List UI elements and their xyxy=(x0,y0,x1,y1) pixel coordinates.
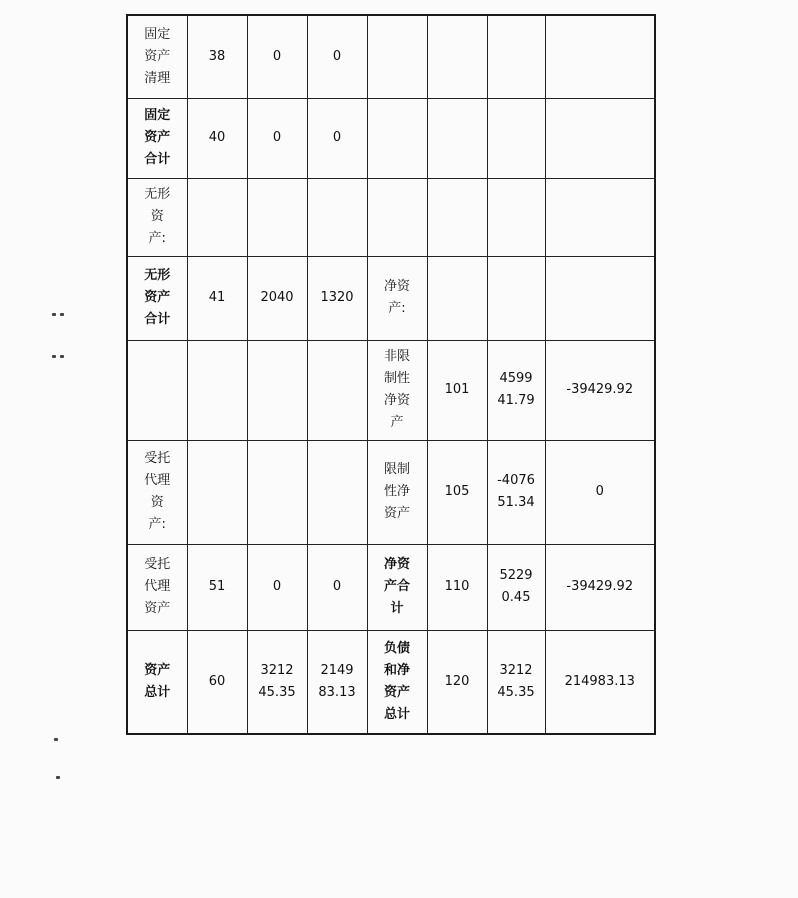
row-number-cell xyxy=(427,440,487,544)
margin-mark xyxy=(52,355,56,358)
margin-mark xyxy=(60,355,64,358)
item-label-text: 净资产合计 xyxy=(383,557,410,616)
amount-cell xyxy=(487,630,545,734)
liability-item-label xyxy=(367,256,427,340)
margin-mark xyxy=(60,313,64,316)
amount-cell xyxy=(545,15,655,98)
amount-cell xyxy=(487,256,545,340)
amount-cell xyxy=(487,340,545,440)
row-number: 41 xyxy=(208,290,226,305)
row-number-cell xyxy=(187,544,247,630)
amount-cell xyxy=(487,544,545,630)
row-number: 40 xyxy=(208,130,226,145)
row-number: 110 xyxy=(444,579,470,594)
liability-item-label xyxy=(367,340,427,440)
table-row xyxy=(127,544,655,630)
table-row xyxy=(127,630,655,734)
amount-cell xyxy=(247,440,307,544)
item-label-text: 净资产: xyxy=(383,279,410,316)
table-row xyxy=(127,256,655,340)
amount-cell xyxy=(545,256,655,340)
amount-value: -407651.34 xyxy=(497,473,535,510)
liability-item-label xyxy=(367,440,427,544)
amount-value: 0 xyxy=(272,130,282,145)
amount-value: 321245.35 xyxy=(258,662,296,700)
table-row xyxy=(127,340,655,440)
item-label-text: 固定资产合计 xyxy=(144,108,171,167)
margin-mark xyxy=(56,776,60,779)
row-number-cell xyxy=(427,340,487,440)
amount-value: 52290.45 xyxy=(499,568,533,605)
row-number: 38 xyxy=(208,48,226,64)
row-number-cell xyxy=(427,630,487,734)
row-number-cell xyxy=(187,630,247,734)
row-number: 60 xyxy=(208,673,226,689)
asset-item-label xyxy=(127,256,187,340)
amount-cell xyxy=(307,98,367,178)
row-number-cell xyxy=(427,256,487,340)
row-number-cell xyxy=(187,178,247,256)
item-label-text: 负债和净资产总计 xyxy=(383,640,410,722)
amount-cell xyxy=(307,544,367,630)
amount-cell xyxy=(487,98,545,178)
amount-value: 321245.35 xyxy=(497,662,535,700)
table-row xyxy=(127,178,655,256)
margin-mark xyxy=(52,313,56,316)
row-number-cell xyxy=(427,544,487,630)
item-label-text: 受托代理资产 xyxy=(144,557,171,616)
row-number-cell xyxy=(427,15,487,98)
amount-cell xyxy=(247,340,307,440)
item-label-text: 限制性净资产 xyxy=(383,462,410,521)
table-row xyxy=(127,15,655,98)
amount-cell xyxy=(487,440,545,544)
amount-cell xyxy=(545,98,655,178)
row-number-cell xyxy=(187,15,247,98)
amount-value: 0 xyxy=(595,484,604,499)
asset-item-label xyxy=(127,15,187,98)
amount-value: 0 xyxy=(332,48,342,64)
amount-value: 0 xyxy=(272,48,282,64)
asset-item-label xyxy=(127,98,187,178)
amount-value: -39429.92 xyxy=(566,382,634,397)
amount-value: 0 xyxy=(272,579,282,594)
liability-item-label xyxy=(367,178,427,256)
row-number-cell xyxy=(427,178,487,256)
amount-cell xyxy=(545,178,655,256)
item-label-text: 资产总计 xyxy=(144,662,171,700)
amount-value: 214983.13 xyxy=(318,662,356,700)
amount-cell xyxy=(545,440,655,544)
asset-item-label xyxy=(127,440,187,544)
item-label-text: 固定资产清理 xyxy=(144,26,171,86)
liability-item-label xyxy=(367,98,427,178)
row-number: 105 xyxy=(444,484,470,499)
amount-cell xyxy=(307,256,367,340)
row-number: 51 xyxy=(208,579,226,594)
amount-cell xyxy=(247,256,307,340)
row-number-cell xyxy=(427,98,487,178)
balance-sheet-fragment xyxy=(126,14,656,735)
liability-item-label xyxy=(367,630,427,734)
liability-item-label xyxy=(367,544,427,630)
amount-value: 2040 xyxy=(260,290,294,305)
amount-cell xyxy=(247,15,307,98)
item-label-text: 受托代理资产: xyxy=(144,451,171,532)
amount-cell xyxy=(545,544,655,630)
amount-cell xyxy=(545,630,655,734)
amount-value: -39429.92 xyxy=(566,579,634,594)
amount-cell xyxy=(487,178,545,256)
amount-cell xyxy=(307,178,367,256)
amount-cell xyxy=(545,340,655,440)
amount-value: 1320 xyxy=(320,290,354,305)
row-number-cell xyxy=(187,256,247,340)
item-label-text: 非限制性净资产 xyxy=(383,349,410,430)
amount-cell xyxy=(307,15,367,98)
row-number-cell xyxy=(187,440,247,544)
amount-value: 0 xyxy=(332,579,342,594)
amount-cell xyxy=(247,98,307,178)
row-number-cell xyxy=(187,98,247,178)
amount-cell xyxy=(307,440,367,544)
asset-item-label xyxy=(127,178,187,256)
amount-cell xyxy=(247,630,307,734)
table-row xyxy=(127,440,655,544)
amount-cell xyxy=(307,630,367,734)
item-label-text: 无形资产: xyxy=(144,187,171,246)
amount-cell xyxy=(247,544,307,630)
margin-mark xyxy=(54,738,58,741)
amount-value: 0 xyxy=(332,130,342,145)
asset-item-label xyxy=(127,630,187,734)
item-label-text: 无形资产合计 xyxy=(144,268,171,327)
amount-value: 459941.79 xyxy=(497,371,535,408)
asset-item-label xyxy=(127,544,187,630)
balance-sheet-table xyxy=(126,14,656,735)
table-row xyxy=(127,98,655,178)
liability-item-label xyxy=(367,15,427,98)
amount-value: 214983.13 xyxy=(564,673,635,689)
row-number: 101 xyxy=(444,382,470,397)
amount-cell xyxy=(307,340,367,440)
row-number: 120 xyxy=(444,673,470,689)
amount-cell xyxy=(247,178,307,256)
row-number-cell xyxy=(187,340,247,440)
asset-item-label xyxy=(127,340,187,440)
amount-cell xyxy=(487,15,545,98)
